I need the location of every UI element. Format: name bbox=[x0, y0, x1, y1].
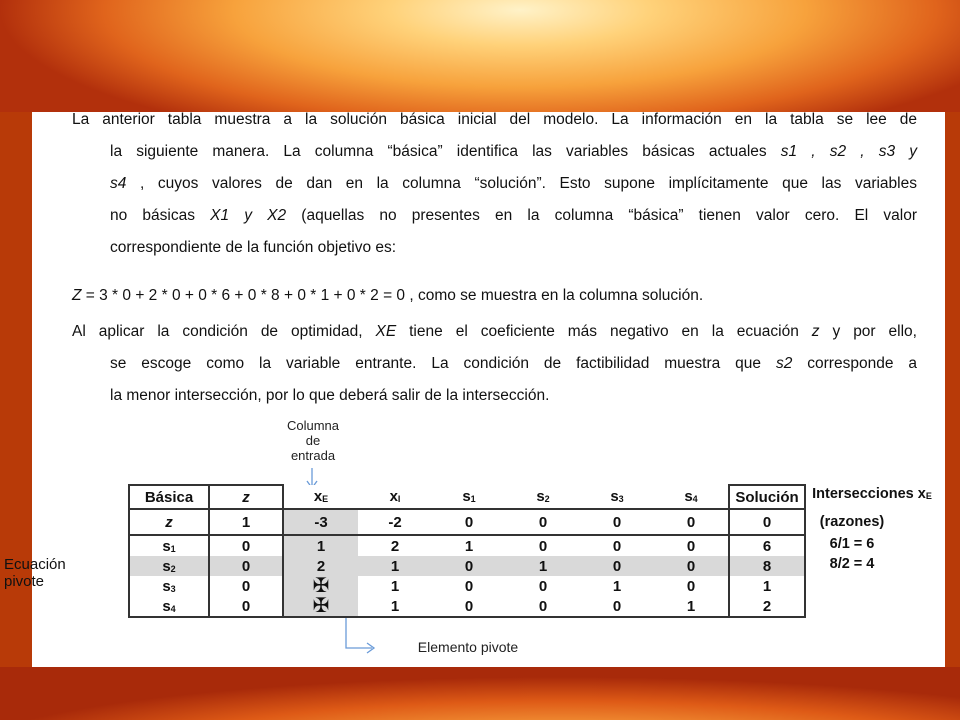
header-z bbox=[209, 485, 283, 509]
p2-line2-pre: se escoge como la variable entrante. La condición de factibilidad muestra que bbox=[110, 355, 776, 372]
cell-solucion: 6 bbox=[729, 535, 805, 556]
p2-line1-mid: tiene el coeficiente más negativo en la ecuación bbox=[396, 323, 812, 340]
row-basic-sub: 4 bbox=[170, 603, 176, 614]
simplex-table bbox=[128, 484, 806, 618]
row-basic-sub: 1 bbox=[170, 543, 176, 554]
header-s3 bbox=[580, 485, 654, 509]
cell-xi: 1 bbox=[390, 577, 400, 595]
slide-content bbox=[4, 111, 945, 667]
header-basica: Básica bbox=[129, 485, 209, 509]
p1-line2-text: la siguiente manera. La columna “básica” identifica las variables básicas actuales bbox=[110, 143, 781, 160]
row-basic-var bbox=[129, 596, 209, 617]
p1-line3-var: s4 bbox=[110, 175, 127, 192]
table-row bbox=[129, 509, 805, 535]
header-s3-label: s bbox=[610, 488, 619, 505]
header-xe-sub: E bbox=[322, 494, 329, 504]
cell-s2: 0 bbox=[538, 537, 548, 555]
p1-line4-text-post: (aquellas no presentes en la columna “básica” tienen valor cero. El valor bbox=[286, 207, 917, 224]
cell-s3: 0 bbox=[580, 509, 654, 535]
table-row-pivot bbox=[129, 556, 805, 576]
pivot-equation-line2: pivote bbox=[4, 573, 45, 590]
cell-s3: 0 bbox=[580, 596, 654, 617]
header-s1-label: s bbox=[462, 488, 471, 505]
p1-line5: correspondiente de la función objetivo es: bbox=[110, 239, 397, 256]
pivot-equation-line1: Ecuación bbox=[4, 556, 66, 573]
decorative-bottom-band bbox=[0, 667, 960, 720]
header-xe bbox=[283, 485, 358, 509]
cell-s4: 0 bbox=[654, 509, 729, 535]
row-basic-label: z bbox=[165, 513, 173, 531]
p1-line2-vars: s1 , s2 , s3 y bbox=[780, 143, 917, 160]
entry-column-line1: Columna bbox=[286, 418, 340, 433]
cell-s3: 1 bbox=[612, 577, 622, 595]
cell-s3: 0 bbox=[612, 537, 622, 555]
p2-line1-pre: Al aplicar la condición de optimidad, bbox=[72, 323, 376, 340]
pivot-equation-label bbox=[4, 556, 66, 590]
cell-pivot-element: 2 bbox=[283, 556, 358, 576]
cell-solucion: 0 bbox=[729, 509, 805, 535]
pivot-element-label: Elemento pivote bbox=[417, 639, 519, 655]
header-s1-sub: 1 bbox=[470, 494, 476, 504]
table-row bbox=[129, 576, 805, 596]
header-s1 bbox=[432, 485, 506, 509]
table-row bbox=[129, 596, 805, 617]
cell-s2: 1 bbox=[506, 556, 580, 576]
cell-s1: 0 bbox=[432, 556, 506, 576]
p2-line2-post: corresponde a bbox=[792, 355, 917, 372]
p1-line3-text: , cuyos valores de dan en la columna “solución”. Esto supone implícitamente que las variables bbox=[126, 175, 917, 192]
cell-s1: 0 bbox=[432, 596, 506, 617]
row-basic-var bbox=[129, 509, 209, 535]
header-s2-label: s bbox=[536, 488, 545, 505]
cell-solucion: 8 bbox=[729, 556, 805, 576]
cell-xi: 1 bbox=[358, 596, 432, 617]
header-s3-sub: 3 bbox=[618, 494, 624, 504]
cell-s2: 0 bbox=[506, 596, 580, 617]
p2-line3: la menor intersección, por lo que deberá salir de la intersección. bbox=[110, 387, 550, 404]
cell-xe-excluded bbox=[283, 576, 358, 596]
cell-z: 0 bbox=[209, 556, 283, 576]
header-s4-label: s bbox=[684, 488, 693, 505]
cell-s2: 0 bbox=[506, 509, 580, 535]
row-basic-var bbox=[129, 535, 209, 556]
header-s4 bbox=[654, 485, 729, 509]
cell-s2: 0 bbox=[538, 577, 548, 595]
cell-xi: 1 bbox=[358, 556, 432, 576]
row-basic-sub: 3 bbox=[170, 583, 176, 594]
cell-xe: -3 bbox=[283, 509, 358, 535]
ratio-row-2: 8/2 = 4 bbox=[829, 556, 875, 572]
cell-xe: 1 bbox=[283, 535, 358, 556]
header-s4-sub: 4 bbox=[692, 494, 698, 504]
ratio-row-1: 6/1 = 6 bbox=[829, 536, 875, 552]
row-basic-var bbox=[129, 576, 209, 596]
entry-column-line2: de bbox=[305, 433, 321, 448]
cell-solucion: 1 bbox=[729, 576, 805, 596]
header-xe-label: x bbox=[313, 488, 323, 505]
row-basic-label: s bbox=[162, 577, 171, 595]
cell-solucion: 2 bbox=[729, 596, 805, 617]
table-header-row bbox=[129, 485, 805, 509]
cell-z: 0 bbox=[209, 535, 283, 556]
header-s2-sub: 2 bbox=[544, 494, 550, 504]
cell-s1: 0 bbox=[432, 509, 506, 535]
header-s2 bbox=[506, 485, 580, 509]
decorative-top-band bbox=[0, 0, 960, 112]
p2-line1-var1: XE bbox=[375, 323, 397, 340]
cell-s4: 1 bbox=[654, 596, 729, 617]
p2-line1-var2: z bbox=[811, 323, 820, 340]
excluded-cross-icon: ✠ bbox=[312, 594, 330, 617]
equation-text: = 3 * 0 + 2 * 0 + 0 * 6 + 0 * 8 + 0 * 1 + 0 * 2 = 0 , como se muestra en la columna solución. bbox=[81, 287, 704, 304]
p2-line1-post: y por ello, bbox=[819, 323, 917, 340]
p1-line4-text: no básicas bbox=[110, 207, 211, 224]
cell-xe-excluded bbox=[283, 596, 358, 617]
header-solucion: Solución bbox=[729, 485, 805, 509]
header-xi-sub: I bbox=[397, 494, 401, 504]
row-basic-var bbox=[129, 556, 209, 576]
cell-s3: 0 bbox=[580, 556, 654, 576]
cell-xi: 2 bbox=[390, 537, 400, 555]
p2-line2-var: s2 bbox=[775, 355, 793, 372]
equation-var: Z bbox=[72, 287, 82, 304]
table-row bbox=[129, 535, 805, 556]
header-xi-label: x bbox=[389, 488, 398, 505]
row-basic-sub: 2 bbox=[170, 563, 176, 574]
row-basic-label: s bbox=[162, 557, 171, 575]
intersections-sub: E bbox=[925, 491, 932, 501]
header-z-label: z bbox=[242, 488, 250, 506]
cell-z: 0 bbox=[209, 596, 283, 617]
cell-z: 0 bbox=[209, 576, 283, 596]
cell-z: 1 bbox=[209, 509, 283, 535]
cell-s1: 0 bbox=[464, 577, 474, 595]
ratios-label: (razones) bbox=[819, 514, 885, 530]
intersections-heading bbox=[802, 486, 942, 502]
row-basic-label: s bbox=[162, 537, 171, 555]
entry-column-line3: entrada bbox=[290, 448, 336, 463]
excluded-cross-icon: ✠ bbox=[312, 574, 330, 597]
header-xi bbox=[358, 485, 432, 509]
p1-line1: La anterior tabla muestra a la solución básica inicial del modelo. La información en la tabla se lee de bbox=[72, 111, 917, 128]
cell-xi: -2 bbox=[358, 509, 432, 535]
cell-s4: 0 bbox=[686, 537, 696, 555]
cell-s4: 0 bbox=[654, 556, 729, 576]
cell-s1: 1 bbox=[464, 537, 474, 555]
row-basic-label: s bbox=[162, 597, 171, 615]
cell-s4: 0 bbox=[686, 577, 696, 595]
intersections-label: Intersecciones x bbox=[812, 486, 926, 502]
p1-line4-vars: X1 y X2 bbox=[210, 207, 287, 224]
